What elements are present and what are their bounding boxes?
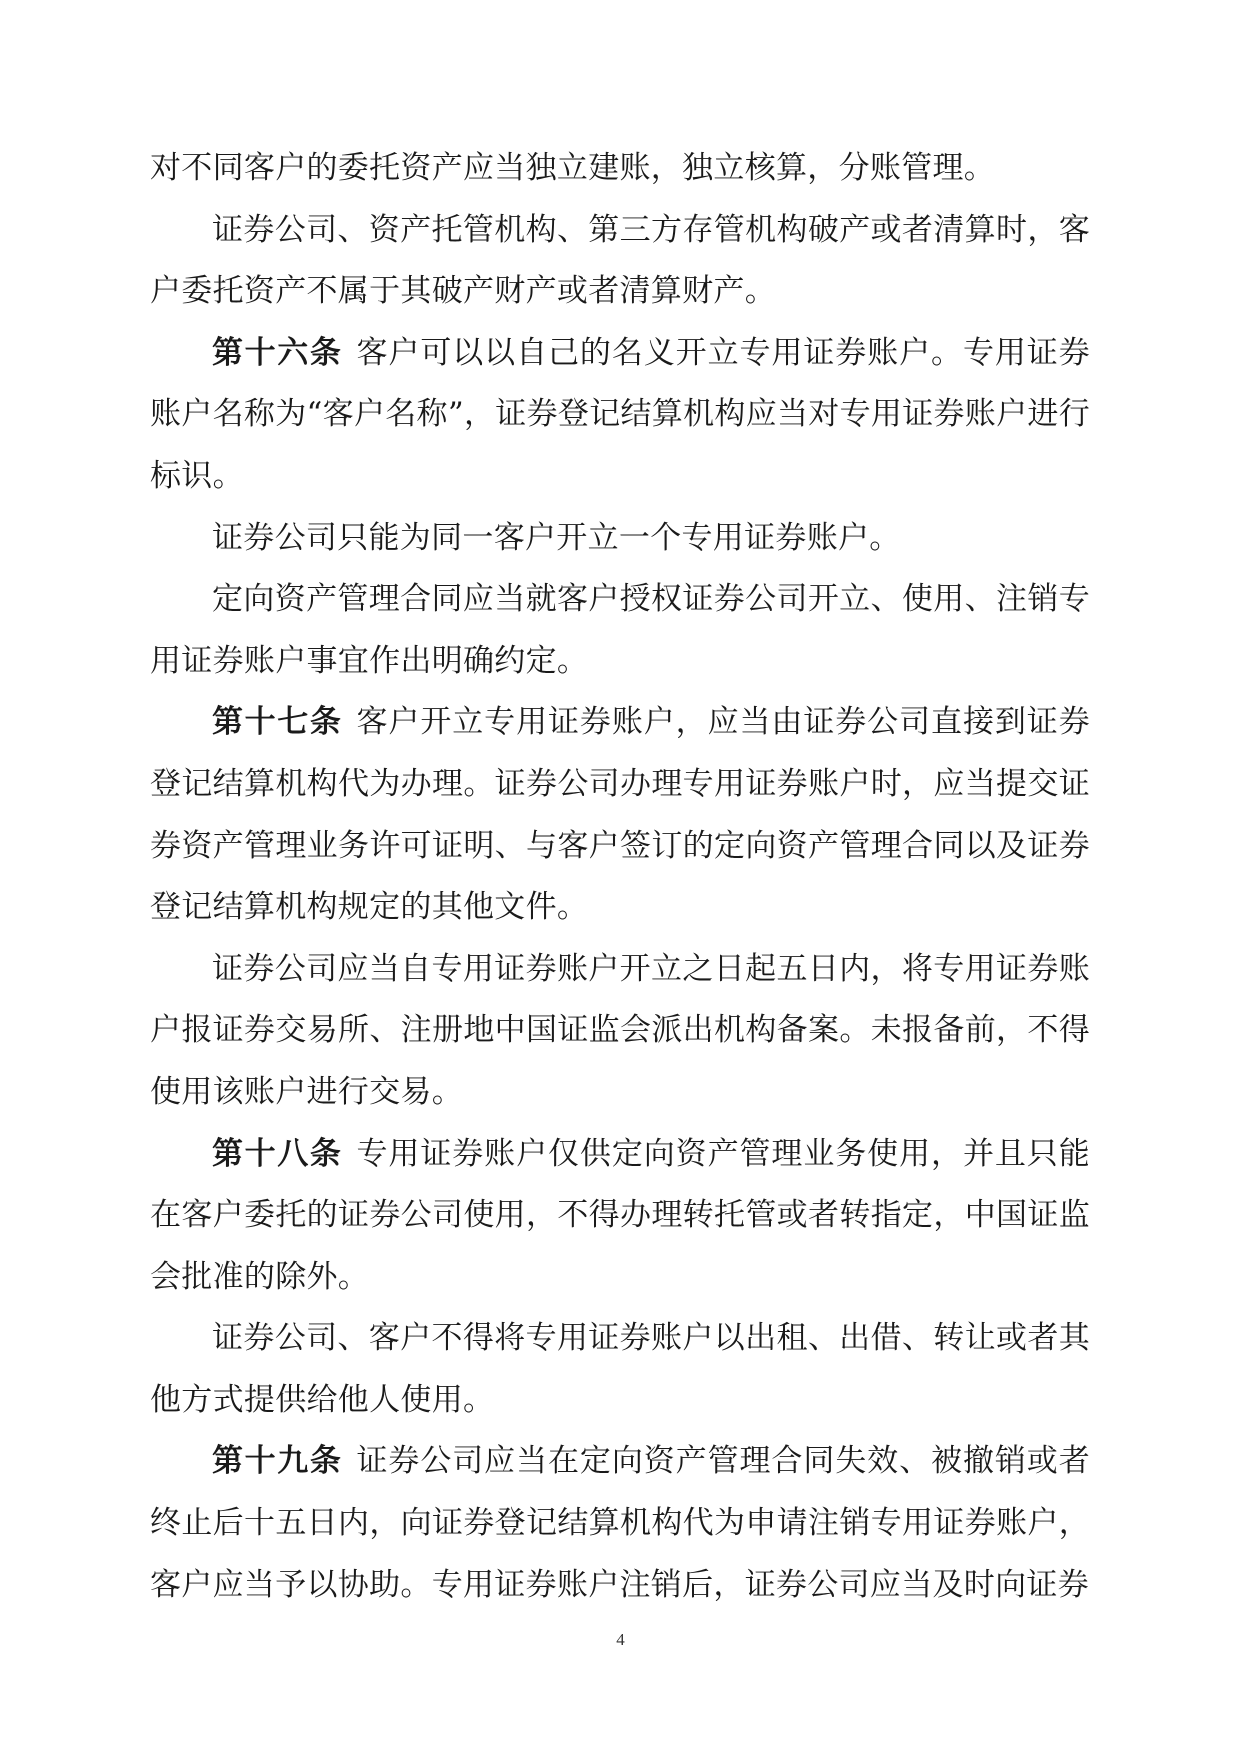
paragraph-text: 证券公司、客户不得将专用证券账户以出租、出借、转让或者其他方式提供给他人使用。 <box>150 1320 1090 1418</box>
paragraph-text: 专用证券账户仅供定向资产管理业务使用，并且只能在客户委托的证券公司使用，不得办理转托管或者转指定，中国证监会批准的除外。 <box>150 1135 1090 1295</box>
article-heading: 第十七条 <box>212 704 343 741</box>
article-paragraph <box>150 1124 1090 1309</box>
paragraph-text: 证券公司只能为同一客户开立一个专用证券账户。 <box>212 519 901 556</box>
paragraph-text: 证券公司应当自专用证券账户开立之日起五日内，将专用证券账户报证券交易所、注册地中国证监会派出机构备案。未报备前，不得使用该账户进行交易。 <box>150 950 1090 1110</box>
article-heading: 第十八条 <box>212 1135 343 1172</box>
document-body <box>150 138 1090 1616</box>
paragraph <box>150 200 1090 323</box>
page-number: 4 <box>616 1630 625 1649</box>
paragraph <box>150 1308 1090 1431</box>
paragraph <box>150 508 1090 570</box>
article-paragraph <box>150 1431 1090 1616</box>
paragraph <box>150 569 1090 692</box>
paragraph <box>150 939 1090 1124</box>
paragraph-text: 证券公司应当在定向资产管理合同失效、被撤销或者终止后十五日内，向证券登记结算机构代为申请注销专用证券账户，客户应当予以协助。专用证券账户注销后，证券公司应当及时向证券 <box>150 1443 1090 1603</box>
article-paragraph <box>150 692 1090 938</box>
article-heading: 第十九条 <box>212 1443 343 1480</box>
paragraph-text: 客户可以以自己的名义开立专用证券账户。专用证券账户名称为“客户名称”，证券登记结算机构应当对专用证券账户进行标识。 <box>150 334 1090 494</box>
article-paragraph <box>150 323 1090 508</box>
paragraph-text: 定向资产管理合同应当就客户授权证券公司开立、使用、注销专用证券账户事宜作出明确约定。 <box>150 581 1090 679</box>
article-heading: 第十六条 <box>212 334 343 371</box>
paragraph-text: 证券公司、资产托管机构、第三方存管机构破产或者清算时，客户委托资产不属于其破产财产或者清算财产。 <box>150 211 1090 310</box>
paragraph-text: 对不同客户的委托资产应当独立建账，独立核算，分账管理。 <box>150 150 996 186</box>
paragraph <box>150 138 1090 200</box>
paragraph-text: 客户开立专用证券账户，应当由证券公司直接到证券登记结算机构代为办理。证券公司办理专用证券账户时，应当提交证券资产管理业务许可证明、与客户签订的定向资产管理合同以及证券登记结算机构规定的其他文件。 <box>150 704 1090 926</box>
